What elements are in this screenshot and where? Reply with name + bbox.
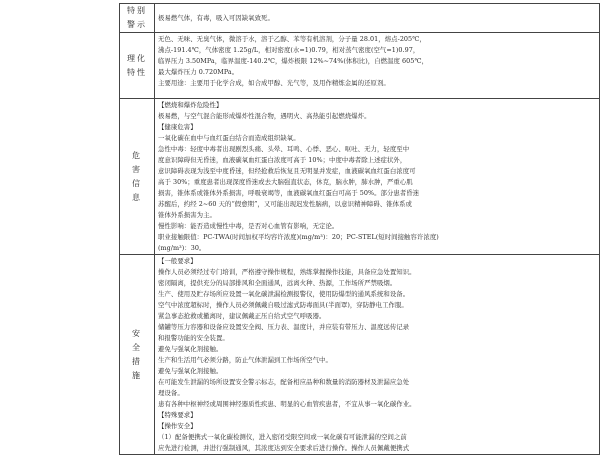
label-char: 措 [132, 356, 142, 366]
text-line: 沸点-191.4℃，气体密度 1.25g/L，相对密度(水=1)0.79，相对蒸气密度(空气=1)0.97， [158, 46, 420, 54]
label-physicochemical [120, 33, 155, 99]
section-heading: 【燃烧和爆炸危险性】 [158, 101, 223, 109]
text-line: (mg/m³)：30。 [158, 244, 206, 252]
text-line: 急性中毒：轻度中毒者出现剧烈头痛、头晕、耳鸣、心悸、恶心、呕吐、无力，轻度至中 [158, 145, 410, 153]
text-line: 慢性影响：能否造成慢性中毒，是否对心血管有影响，无定论。 [158, 222, 339, 230]
text-line: 损害，锥体系或锥体外系损害，呼吸衰竭等，血液碳氧血红蛋白可高于 50%。部分患者昏迷 [158, 189, 420, 197]
label-special-warning [120, 4, 155, 33]
text-line: 生产、使用及贮存场所应设置一氧化碳泄漏检测报警仪，使用防爆型的通风系统和设备。 [158, 290, 410, 298]
section-heading: 【健康危害】 [158, 123, 197, 131]
text-line: 储罐等压力容器和设备应设置安全阀、压力表、温度计，并应装有带压力、温度远传记录 [158, 323, 410, 331]
row-safety-measures [120, 255, 600, 455]
label-char: 危 [132, 150, 142, 160]
text-line: 极易燃气体，有毒，吸入可因缺氧致死。 [158, 14, 274, 22]
label-char: 特别 [127, 6, 147, 15]
row-hazard-info [120, 99, 600, 255]
text-line: 高于 30%；重度患者出现深度昏迷或去大脑强直状态，休克，脑水肿，肺水肿，严重心肌 [158, 178, 413, 186]
section-heading: 【特殊要求】 [158, 411, 197, 419]
text-line: 职业接触限值：PC-TWA(时间加权平均容许浓度)(mg/m³)：20；PC-STEL(短时间接触容许浓度) [158, 233, 439, 241]
text-line: 锥体外系损害为主。 [158, 211, 216, 219]
chemical-safety-table [119, 3, 600, 455]
label-char: 信 [132, 178, 142, 188]
text-line: 苏醒后，约经 2~60 天的“假愈期”，又可能出现迟发性脑病，以意识精神障碍、锥体系或 [158, 200, 412, 208]
label-char: 警示 [127, 20, 147, 29]
content-special-warning [155, 4, 600, 33]
text-line: 度意识障碍但无昏迷，血液碳氧血红蛋白浓度可高于 10%；中度中毒者除上述症状外， [158, 156, 407, 164]
text-line: 意识障碍表现为浅至中度昏迷，但经抢救后恢复且无明显并发症，血液碳氧血红蛋白浓度可 [158, 167, 416, 175]
label-char: 特性 [127, 67, 147, 77]
label-char: 施 [132, 370, 142, 380]
text-line: 和报警功能的安全装置。 [158, 334, 229, 342]
text-line: 空气中浓度超标时，操作人员必须佩戴自吸过滤式防毒面具(半面罩)，穿防静电工作服。 [158, 301, 408, 309]
text-line: 在可能发生泄漏的场所设置安全警示标志，配备相应品种和数量的消防器材及泄漏应急处 [158, 378, 410, 386]
text-line: 应先进行检测，并进行强制通风，其浓度达到安全要求后进行操作。操作人员佩戴便携式 [158, 444, 410, 452]
label-char: 全 [132, 342, 142, 352]
text-line: 避免与强氧化剂接触。 [158, 367, 223, 375]
label-safety-measures [120, 255, 155, 455]
content-physicochemical [155, 33, 600, 99]
text-line: 患有各种中枢神经或周围神经器质性疾患、明显的心血管疾患者，不宜从事一氧化碳作业。 [158, 400, 416, 408]
text-line: 无色、无味、无臭气体，微溶于水，溶于乙醇、苯等有机溶剂，分子量 28.01，熔点-205℃， [158, 35, 426, 43]
text-line: 理设备。 [158, 389, 184, 397]
label-hazard-info [120, 99, 155, 255]
label-char: 理化 [127, 53, 147, 63]
label-char: 害 [132, 164, 142, 174]
content-hazard-info [155, 99, 600, 255]
text-line: 避免与强氧化剂接触。 [158, 345, 223, 353]
text-line: 一氧化碳在血中与血红蛋白结合而造成组织缺氧。 [158, 134, 300, 142]
row-special-warning [120, 4, 600, 33]
row-physicochemical [120, 33, 600, 99]
text-line: 临界压力 3.50MPa，临界温度-140.2℃，爆炸极限 12%~74%(体积比)，自燃温度 605℃， [158, 57, 429, 65]
content-safety-measures [155, 255, 600, 455]
text-line: 最大爆炸压力 0.720MPa。 [158, 68, 239, 76]
label-char: 安 [132, 328, 142, 338]
text-line: 主要用途：主要用于化学合成，如合成甲醇、光气等，及用作精炼金属的还原剂。 [158, 79, 390, 87]
label-char: 息 [132, 192, 142, 202]
text-line: 紧急事态抢救或撤离时，建议佩戴正压自给式空气呼吸器。 [158, 312, 326, 320]
text-line: 密闭隔离，提供充分的局部排风和全面通风，远离火种、热源，工作场所严禁吸烟。 [158, 279, 397, 287]
section-heading: 【一般要求】 [158, 257, 197, 265]
text-line: 操作人员必须经过专门培训，严格遵守操作规程，熟练掌握操作技能，具备应急处置知识。 [158, 268, 416, 276]
text-line: 生产和生活用气必须分路，防止气体泄漏到工作场所空气中。 [158, 356, 332, 364]
text-line: （1）配备便携式一氧化碳检测仪，进入密闭受限空间或一氧化碳有可能泄漏的空间之前 [158, 433, 407, 441]
section-heading: 【操作安全】 [158, 422, 197, 430]
text-line: 极易燃，与空气混合能形成爆炸性混合物，遇明火、高热能引起燃烧爆炸。 [158, 112, 371, 120]
